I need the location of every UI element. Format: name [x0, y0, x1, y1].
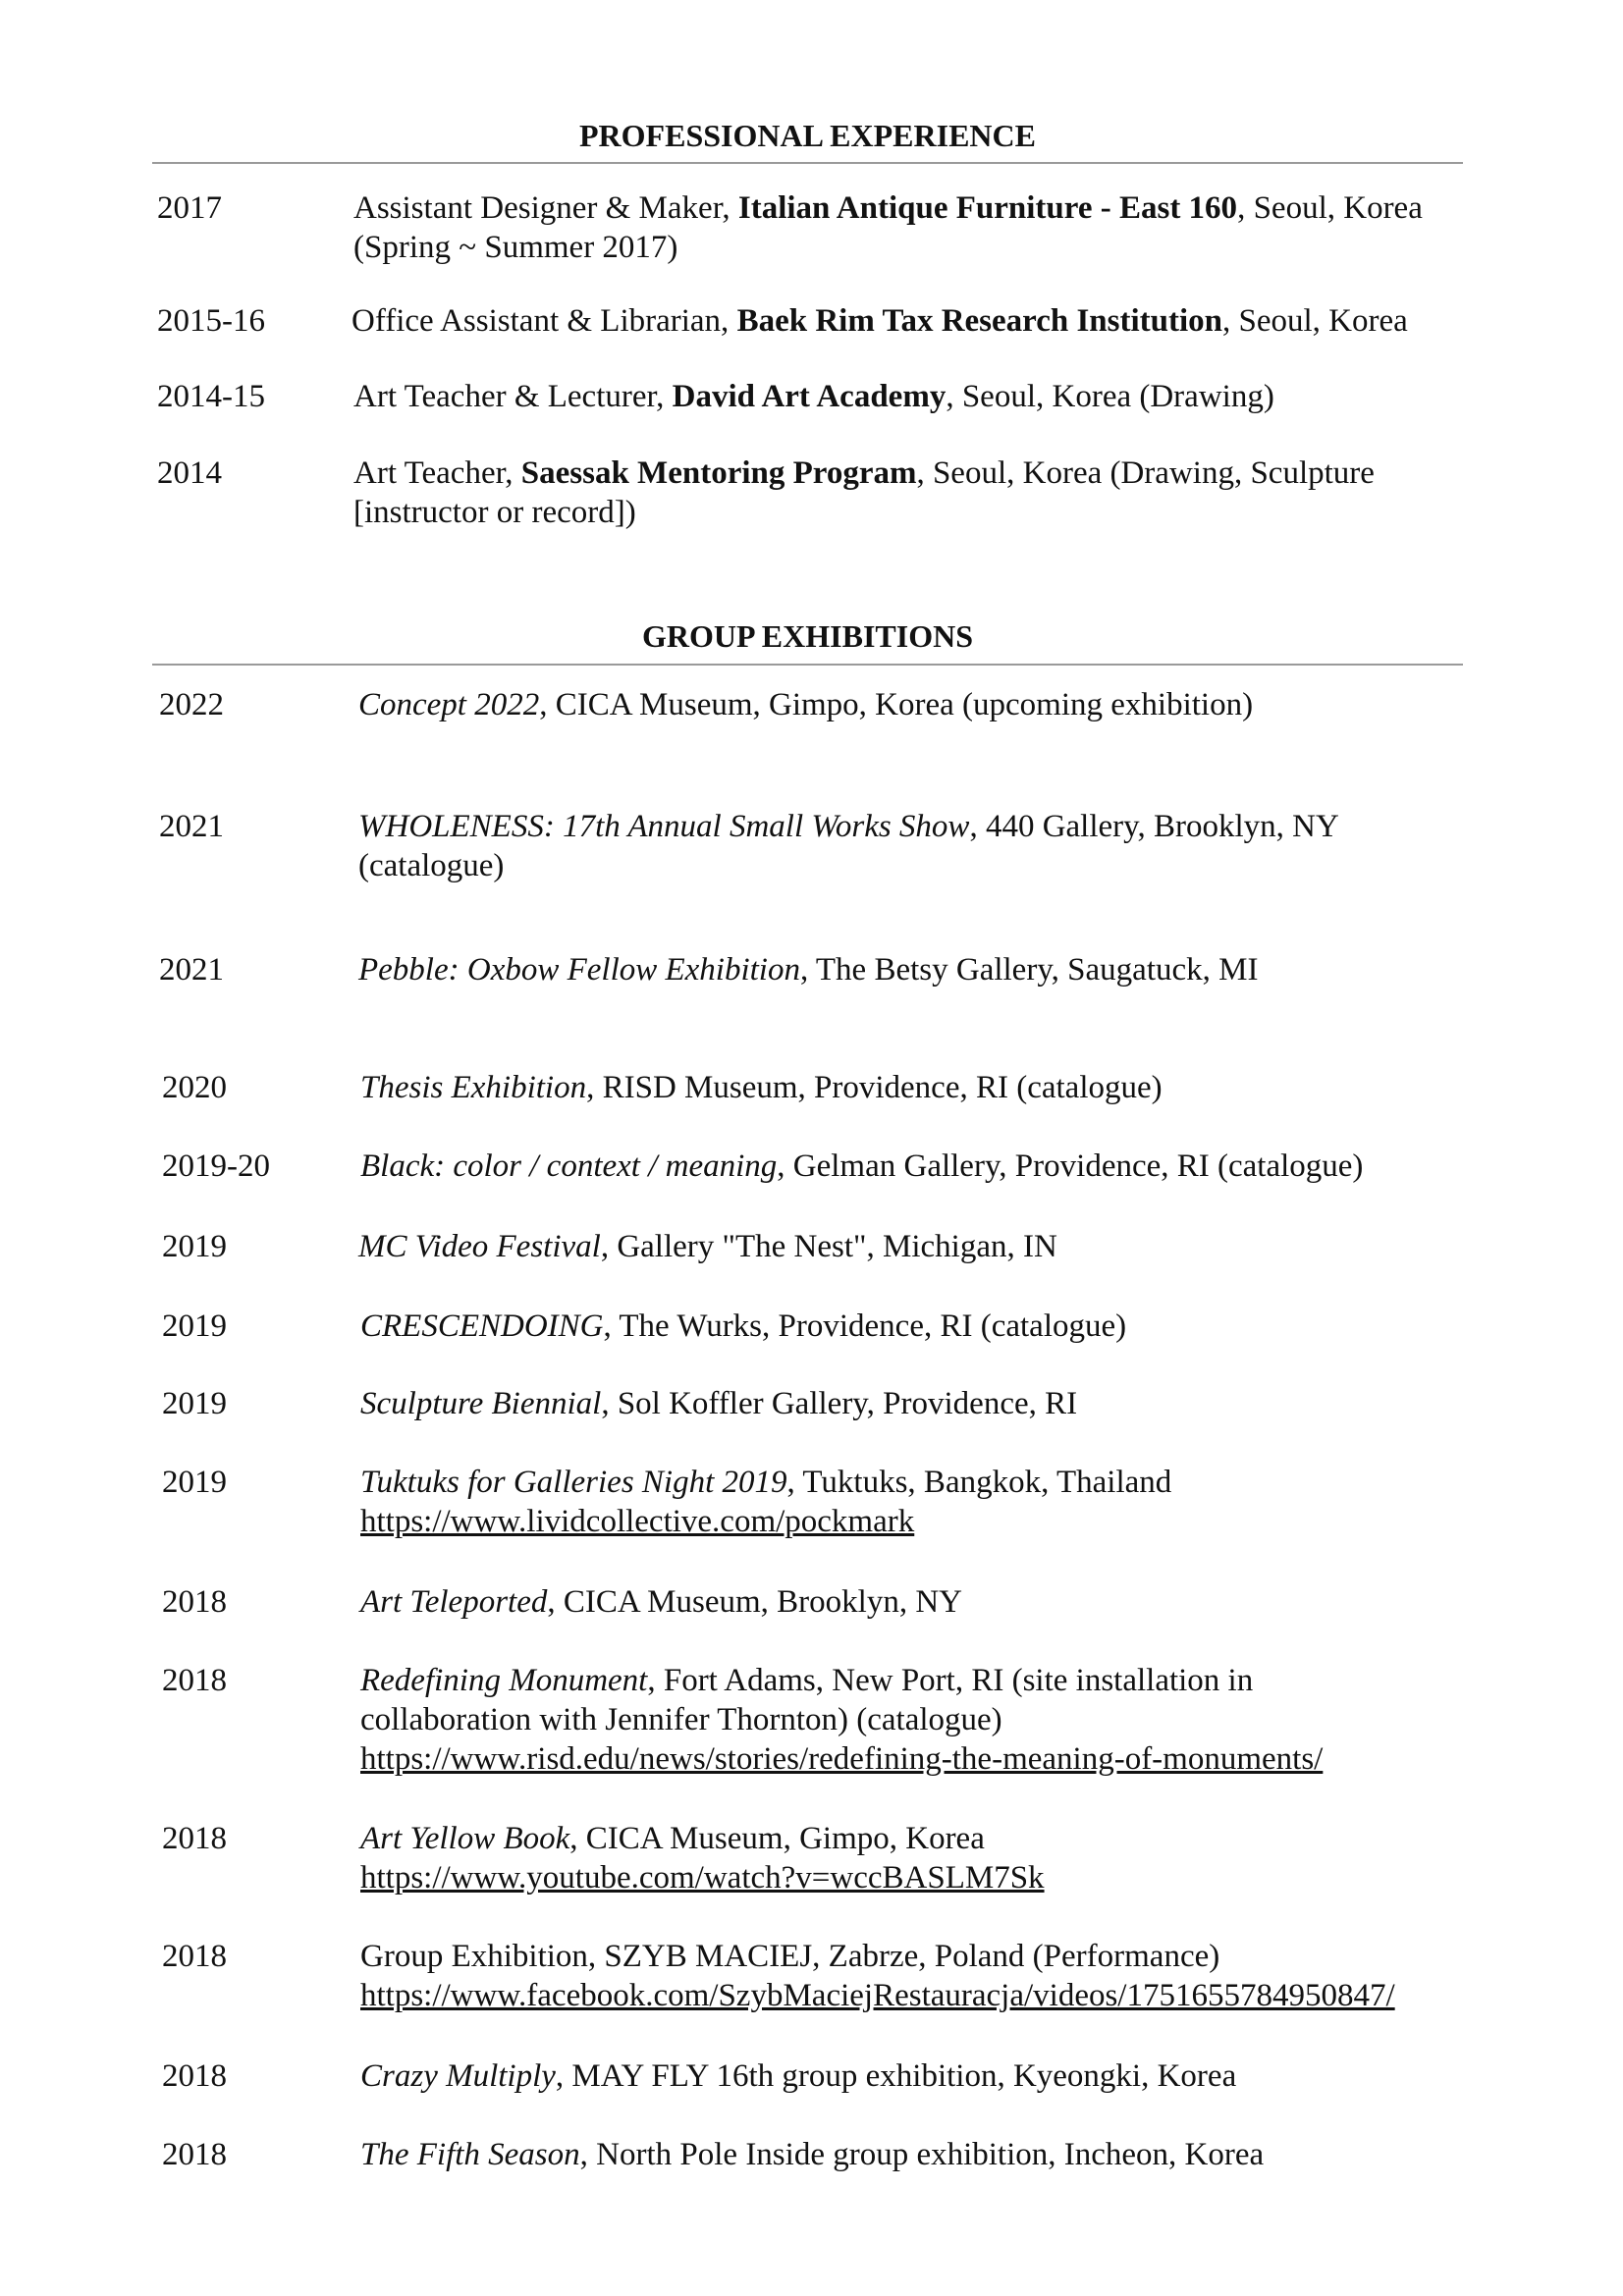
entry-year: 2015-16 [157, 303, 265, 339]
entry-description [353, 454, 1473, 532]
entry-year: 2018 [162, 1821, 227, 1856]
entry-description [358, 685, 1478, 724]
exhibition-title: Redefining Monument [360, 1663, 648, 1698]
entry-detail: [instructor or record]) [353, 495, 636, 530]
exhibition-link[interactable]: https://www.facebook.com/SzybMaciejRestauracja/videos/1751655784950847/ [360, 1978, 1395, 2013]
group-exhibitions-heading: GROUP EXHIBITIONS [642, 618, 973, 654]
entry-year: 2021 [159, 952, 224, 988]
entry-year: 2019 [162, 1386, 227, 1421]
exhibition-venue: , Gallery "The Nest", Michigan, IN [600, 1229, 1057, 1264]
entry-description [360, 1384, 1480, 1423]
entry-description [358, 807, 1478, 885]
entry-description [353, 188, 1473, 267]
location: , Seoul, Korea (Drawing, Sculpture [916, 455, 1375, 491]
entry-year: 2018 [162, 2137, 227, 2172]
role: Assistant Designer & Maker, [353, 190, 738, 226]
entry-description [360, 2056, 1480, 2096]
entry-description [360, 1582, 1480, 1622]
group-divider [152, 664, 1463, 666]
entry-description [358, 1227, 1478, 1266]
exhibition-venue: , Sol Koffler Gallery, Providence, RI [601, 1386, 1078, 1421]
entry-description [352, 301, 1471, 341]
entry-detail: (catalogue) [358, 848, 505, 883]
organization: Saessak Mentoring Program [520, 455, 917, 491]
exhibition-title: Sculpture Biennial [360, 1386, 602, 1421]
exhibition-venue: , CICA Museum, Brooklyn, NY [547, 1584, 962, 1620]
organization: Italian Antique Furniture - East 160 [737, 190, 1238, 226]
entry-description [360, 1307, 1480, 1346]
professional-experience-heading: PROFESSIONAL EXPERIENCE [579, 118, 1036, 153]
entry-description [360, 1937, 1480, 2015]
exhibition-title: Art Yellow Book [360, 1821, 570, 1856]
exhibition-venue: , MAY FLY 16th group exhibition, Kyeongki, Korea [555, 2058, 1237, 2094]
exhibition-venue: , 440 Gallery, Brooklyn, NY [969, 809, 1339, 844]
exhibition-title: CRESCENDOING [360, 1308, 604, 1344]
entry-year: 2018 [162, 1663, 227, 1698]
entry-year: 2018 [162, 1939, 227, 1974]
location: , Seoul, Korea [1222, 303, 1408, 339]
exhibition-title: Art Teleported [360, 1584, 548, 1620]
entry-description [360, 1147, 1480, 1186]
entry-year: 2018 [162, 1584, 227, 1620]
organization: Baek Rim Tax Research Institution [736, 303, 1223, 339]
entry-year: 2014 [157, 455, 222, 491]
exhibition-link[interactable]: https://www.youtube.com/watch?v=wccBASLM7Sk [360, 1860, 1045, 1896]
location: , Seoul, Korea (Drawing) [946, 379, 1274, 414]
exhibition-title: Crazy Multiply [360, 2058, 556, 2094]
entry-year: 2017 [157, 190, 222, 226]
exhibition-title: Concept 2022 [358, 687, 540, 722]
exhibition-venue: , North Pole Inside group exhibition, Incheon, Korea [579, 2137, 1265, 2172]
entry-year: 2021 [159, 809, 224, 844]
exhibition-venue: , Fort Adams, New Port, RI (site installation in [647, 1663, 1254, 1698]
entry-description [360, 2135, 1480, 2174]
entry-description [353, 377, 1473, 416]
entry-description [360, 1819, 1480, 1897]
entry-description [358, 950, 1478, 989]
entry-year: 2019 [162, 1308, 227, 1344]
entry-description [360, 1068, 1480, 1107]
exhibition-title: The Fifth Season [360, 2137, 580, 2172]
exhibition-title: Thesis Exhibition [360, 1070, 587, 1105]
role: Office Assistant & Librarian, [352, 303, 737, 339]
exhibition-venue: Group Exhibition, SZYB MACIEJ, Zabrze, Poland (Performance) [360, 1939, 1220, 1974]
entry-description [360, 1661, 1480, 1779]
exhibition-venue: , Gelman Gallery, Providence, RI (catalogue) [777, 1148, 1364, 1184]
exhibition-venue: , Tuktuks, Bangkok, Thailand [786, 1465, 1172, 1500]
exhibition-title: Pebble: Oxbow Fellow Exhibition [358, 952, 800, 988]
entry-year: 2020 [162, 1070, 227, 1105]
exhibition-venue: , RISD Museum, Providence, RI (catalogue) [586, 1070, 1163, 1105]
location: , Seoul, Korea [1237, 190, 1423, 226]
professional-divider [152, 162, 1463, 164]
entry-year: 2022 [159, 687, 224, 722]
exhibition-venue: , The Wurks, Providence, RI (catalogue) [603, 1308, 1127, 1344]
entry-year: 2019 [162, 1229, 227, 1264]
exhibition-link[interactable]: https://www.risd.edu/news/stories/redefining-the-meaning-of-monuments/ [360, 1741, 1324, 1777]
exhibition-venue: , The Betsy Gallery, Saugatuck, MI [799, 952, 1259, 988]
role: Art Teacher, [353, 455, 521, 491]
exhibition-link[interactable]: https://www.lividcollective.com/pockmark [360, 1504, 915, 1539]
entry-year: 2014-15 [157, 379, 265, 414]
exhibition-title: Black: color / context / meaning [360, 1148, 778, 1184]
role: Art Teacher & Lecturer, [353, 379, 673, 414]
entry-description [360, 1463, 1480, 1541]
organization: David Art Academy [672, 379, 947, 414]
entry-year: 2019-20 [162, 1148, 270, 1184]
exhibition-title: MC Video Festival [358, 1229, 601, 1264]
entry-year: 2018 [162, 2058, 227, 2094]
entry-detail: (Spring ~ Summer 2017) [353, 230, 678, 265]
exhibition-venue: , CICA Museum, Gimpo, Korea (upcoming exhibition) [539, 687, 1254, 722]
exhibition-title: WHOLENESS: 17th Annual Small Works Show [358, 809, 970, 844]
exhibition-title: Tuktuks for Galleries Night 2019 [360, 1465, 787, 1500]
exhibition-venue: , CICA Museum, Gimpo, Korea [569, 1821, 985, 1856]
entry-detail: collaboration with Jennifer Thornton) (catalogue) [360, 1702, 1002, 1737]
entry-year: 2019 [162, 1465, 227, 1500]
